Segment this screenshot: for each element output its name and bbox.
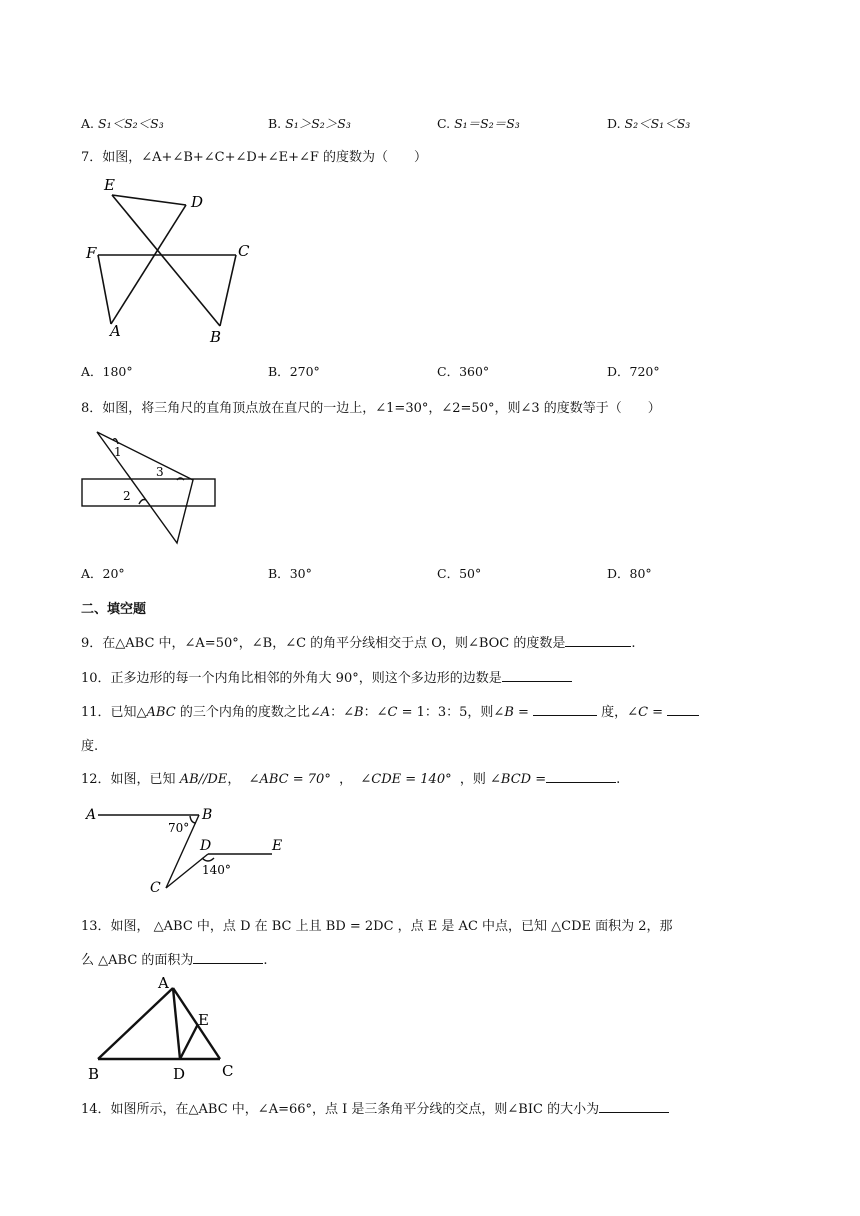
q8-angle-3: 3 — [156, 465, 164, 479]
q12-text: 12．如图，已知 AB//DE， ∠ABC = 70° ， ∠CDE = 140° ，则 ∠BCD = . — [81, 768, 620, 787]
q8-arc-2 — [139, 500, 146, 505]
q14-blank[interactable] — [599, 1099, 669, 1113]
q12-blank[interactable] — [546, 769, 616, 783]
q13-figure — [84, 972, 244, 1084]
q7-figure — [82, 174, 262, 346]
q7-edge-ed — [112, 195, 186, 205]
q13-label-b: B — [88, 1065, 100, 1083]
q7-label-c: C — [238, 242, 250, 260]
q10-blank[interactable] — [502, 668, 572, 682]
q8-angle-2: 2 — [123, 489, 131, 503]
q13-blank[interactable] — [193, 950, 263, 964]
q13-line-ab — [98, 988, 173, 1059]
q6-option-b: B. S₁＞S₂＞S₃ — [268, 116, 351, 131]
q7-option-b: B．270° — [268, 364, 320, 379]
q13-label-a: A — [158, 974, 169, 992]
q7-label-b: B — [210, 328, 222, 346]
q7-option-d: D．720° — [607, 364, 660, 379]
q7-label-d: D — [191, 193, 204, 211]
q9-blank[interactable] — [565, 633, 631, 647]
q7-option-a: A．180° — [81, 364, 133, 379]
q12-angle-70: 70° — [168, 821, 190, 835]
q8-option-a: A．20° — [81, 566, 125, 581]
q13-text-line2: 么 △ABC 的面积为 . — [81, 949, 268, 968]
q8-figure — [80, 424, 220, 548]
q11-text: 11．已知△ABC 的三个内角的度数之比∠A：∠B：∠C = 1：3：5，则∠B = 度，∠C = — [81, 701, 699, 720]
q7-option-c: C．360° — [437, 364, 490, 379]
q7-label-e: E — [104, 176, 115, 194]
q14-text: 14．如图所示，在△ABC 中，∠A=66°，点 I 是三条角平分线的交点，则∠BIC 的大小为 — [81, 1098, 669, 1117]
q7-label-a: A — [110, 322, 121, 340]
q8-option-b: B．30° — [268, 566, 312, 581]
q6-option-c: C. S₁＝S₂＝S₃ — [437, 116, 520, 131]
q7-label-f: F — [86, 244, 97, 262]
q13-line-de — [180, 1024, 198, 1059]
q7-edge-eb — [112, 195, 220, 326]
q6-option-a: A. S₁＜S₂＜S₃ — [81, 116, 164, 131]
q8-option-c: C．50° — [437, 566, 482, 581]
section-title: 二、填空题 — [81, 602, 147, 617]
q8-ruler — [82, 479, 215, 506]
q12-label-e: E — [272, 838, 283, 854]
q8-option-d: D．80° — [607, 566, 652, 581]
q8-angle-1: 1 — [114, 445, 122, 459]
q8-triangle — [97, 432, 193, 543]
q10-text: 10．正多边形的每一个内角比相邻的外角大 90°，则这个多边形的边数是 — [81, 667, 572, 686]
q7-edge-da — [111, 205, 186, 324]
q12-label-c: C — [150, 880, 161, 896]
q6-option-d: D. S₂＜S₁＜S₃ — [607, 116, 691, 131]
q13-label-e: E — [198, 1011, 209, 1029]
q12-arc-d — [202, 858, 214, 861]
q13-label-c: C — [222, 1062, 234, 1080]
q11-text-line2: 度. — [81, 739, 99, 754]
q13-label-d: D — [173, 1065, 186, 1083]
q7-edge-fa — [98, 255, 111, 324]
q12-angle-140: 140° — [202, 863, 231, 877]
q7-edge-cb — [220, 255, 236, 326]
q9-text: 9．在△ABC 中，∠A=50°，∠B，∠C 的角平分线相交于点 O，则∠BOC 的度数是 . — [81, 632, 636, 651]
q13-text: 13．如图， △ABC 中，点 D 在 BC 上且 BD = 2DC ，点 E 是 AC 中点，已知 △CDE 面积为 2，那 — [81, 919, 673, 934]
q11-blank-c[interactable] — [667, 702, 699, 716]
q12-label-a: A — [86, 807, 97, 823]
q7-stem: 7．如图，∠A+∠B+∠C+∠D+∠E+∠F 的度数为（ ） — [81, 150, 428, 165]
q12-label-d: D — [200, 838, 212, 854]
q12-label-b: B — [202, 807, 213, 823]
q8-stem: 8．如图，将三角尺的直角顶点放在直尺的一边上，∠1=30°，∠2=50°，则∠3 的度数等于（ ） — [81, 401, 661, 416]
q12-figure — [82, 800, 292, 896]
q11-blank-b[interactable] — [533, 702, 597, 716]
